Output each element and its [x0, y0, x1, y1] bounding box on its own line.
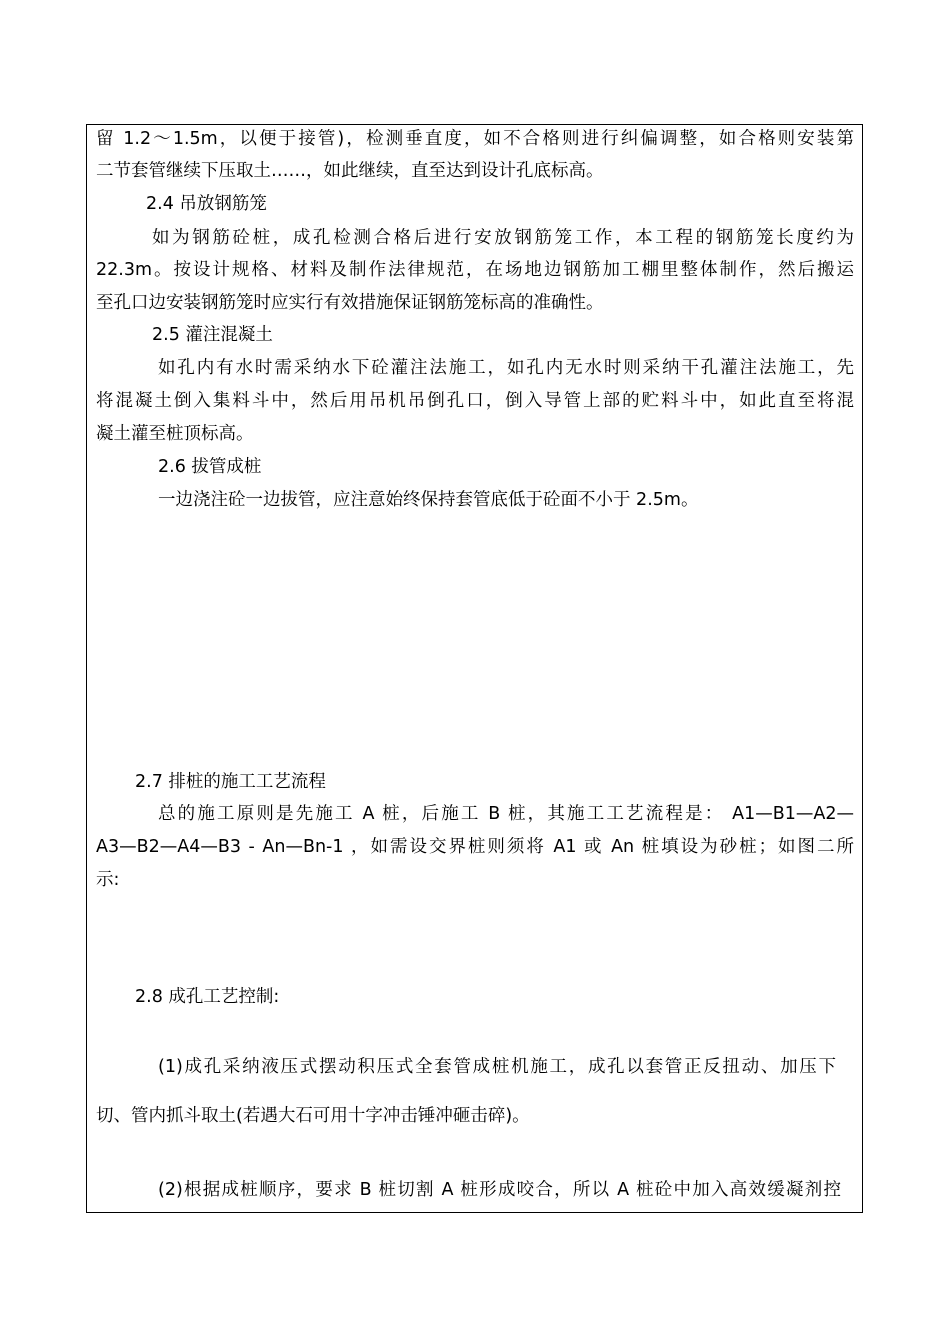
section-heading-2-6: 2.6 拔管成桩	[158, 457, 262, 477]
section-heading-2-5: 2.5 灌注混凝土	[152, 325, 273, 345]
paragraph-line: 如为钢筋砼桩，成孔检测合格后进行安放钢筋笼工作，本工程的钢筋笼长度约为	[152, 228, 854, 248]
paragraph-line: 至孔口边安装钢筋笼时应实行有效措施保证钢筋笼标高的准确性。	[96, 293, 604, 313]
paragraph-line: 如孔内有水时需采纳水下砼灌注法施工，如孔内无水时则采纳干孔灌注法施工，先	[158, 358, 854, 378]
paragraph-line: A3—B2—A4—B3 - An—Bn-1 ，如需设交界桩则须将 A1 或 An 桩填设为砂桩；如图二所	[96, 837, 854, 857]
paragraph-line: 一边浇注砼一边拔管，应注意始终保持套管底低于砼面不小于 2.5m。	[158, 490, 699, 510]
document-frame	[86, 124, 863, 1213]
paragraph-line: 将混凝土倒入集料斗中，然后用吊机吊倒孔口，倒入导管上部的贮料斗中，如此直至将混	[96, 391, 854, 411]
paragraph-line: 凝土灌至桩顶标高。	[96, 424, 254, 444]
paragraph-line: 示:	[96, 870, 120, 890]
paragraph-line: 切、管内抓斗取土(若遇大石可用十字冲击锤冲砸击碎)。	[96, 1106, 530, 1126]
paragraph-line: 二节套管继续下压取土……，如此继续，直至达到设计孔底标高。	[96, 161, 604, 181]
section-heading-2-7: 2.7 排桩的施工工艺流程	[135, 772, 326, 792]
paragraph-line: (1)成孔采纳液压式摆动积压式全套管成桩机施工，成孔以套管正反扭动、加压下	[158, 1057, 836, 1077]
section-heading-2-8: 2.8 成孔工艺控制:	[135, 987, 280, 1007]
section-heading-2-4: 2.4 吊放钢筋笼	[146, 194, 267, 214]
paragraph-line: (2)根据成桩顺序，要求 B 桩切割 A 桩形成咬合，所以 A 桩砼中加入高效缓凝剂控	[158, 1180, 841, 1200]
paragraph-line: 22.3m。按设计规格、材料及制作法律规范，在场地边钢筋加工棚里整体制作，然后搬运	[96, 260, 854, 280]
paragraph-line: 留 1.2～1.5m，以便于接管)，检测垂直度，如不合格则进行纠偏调整，如合格则安装第	[96, 129, 854, 149]
paragraph-line: 总的施工原则是先施工 A 桩，后施工 B 桩，其施工工艺流程是： A1—B1—A2—	[158, 804, 854, 824]
